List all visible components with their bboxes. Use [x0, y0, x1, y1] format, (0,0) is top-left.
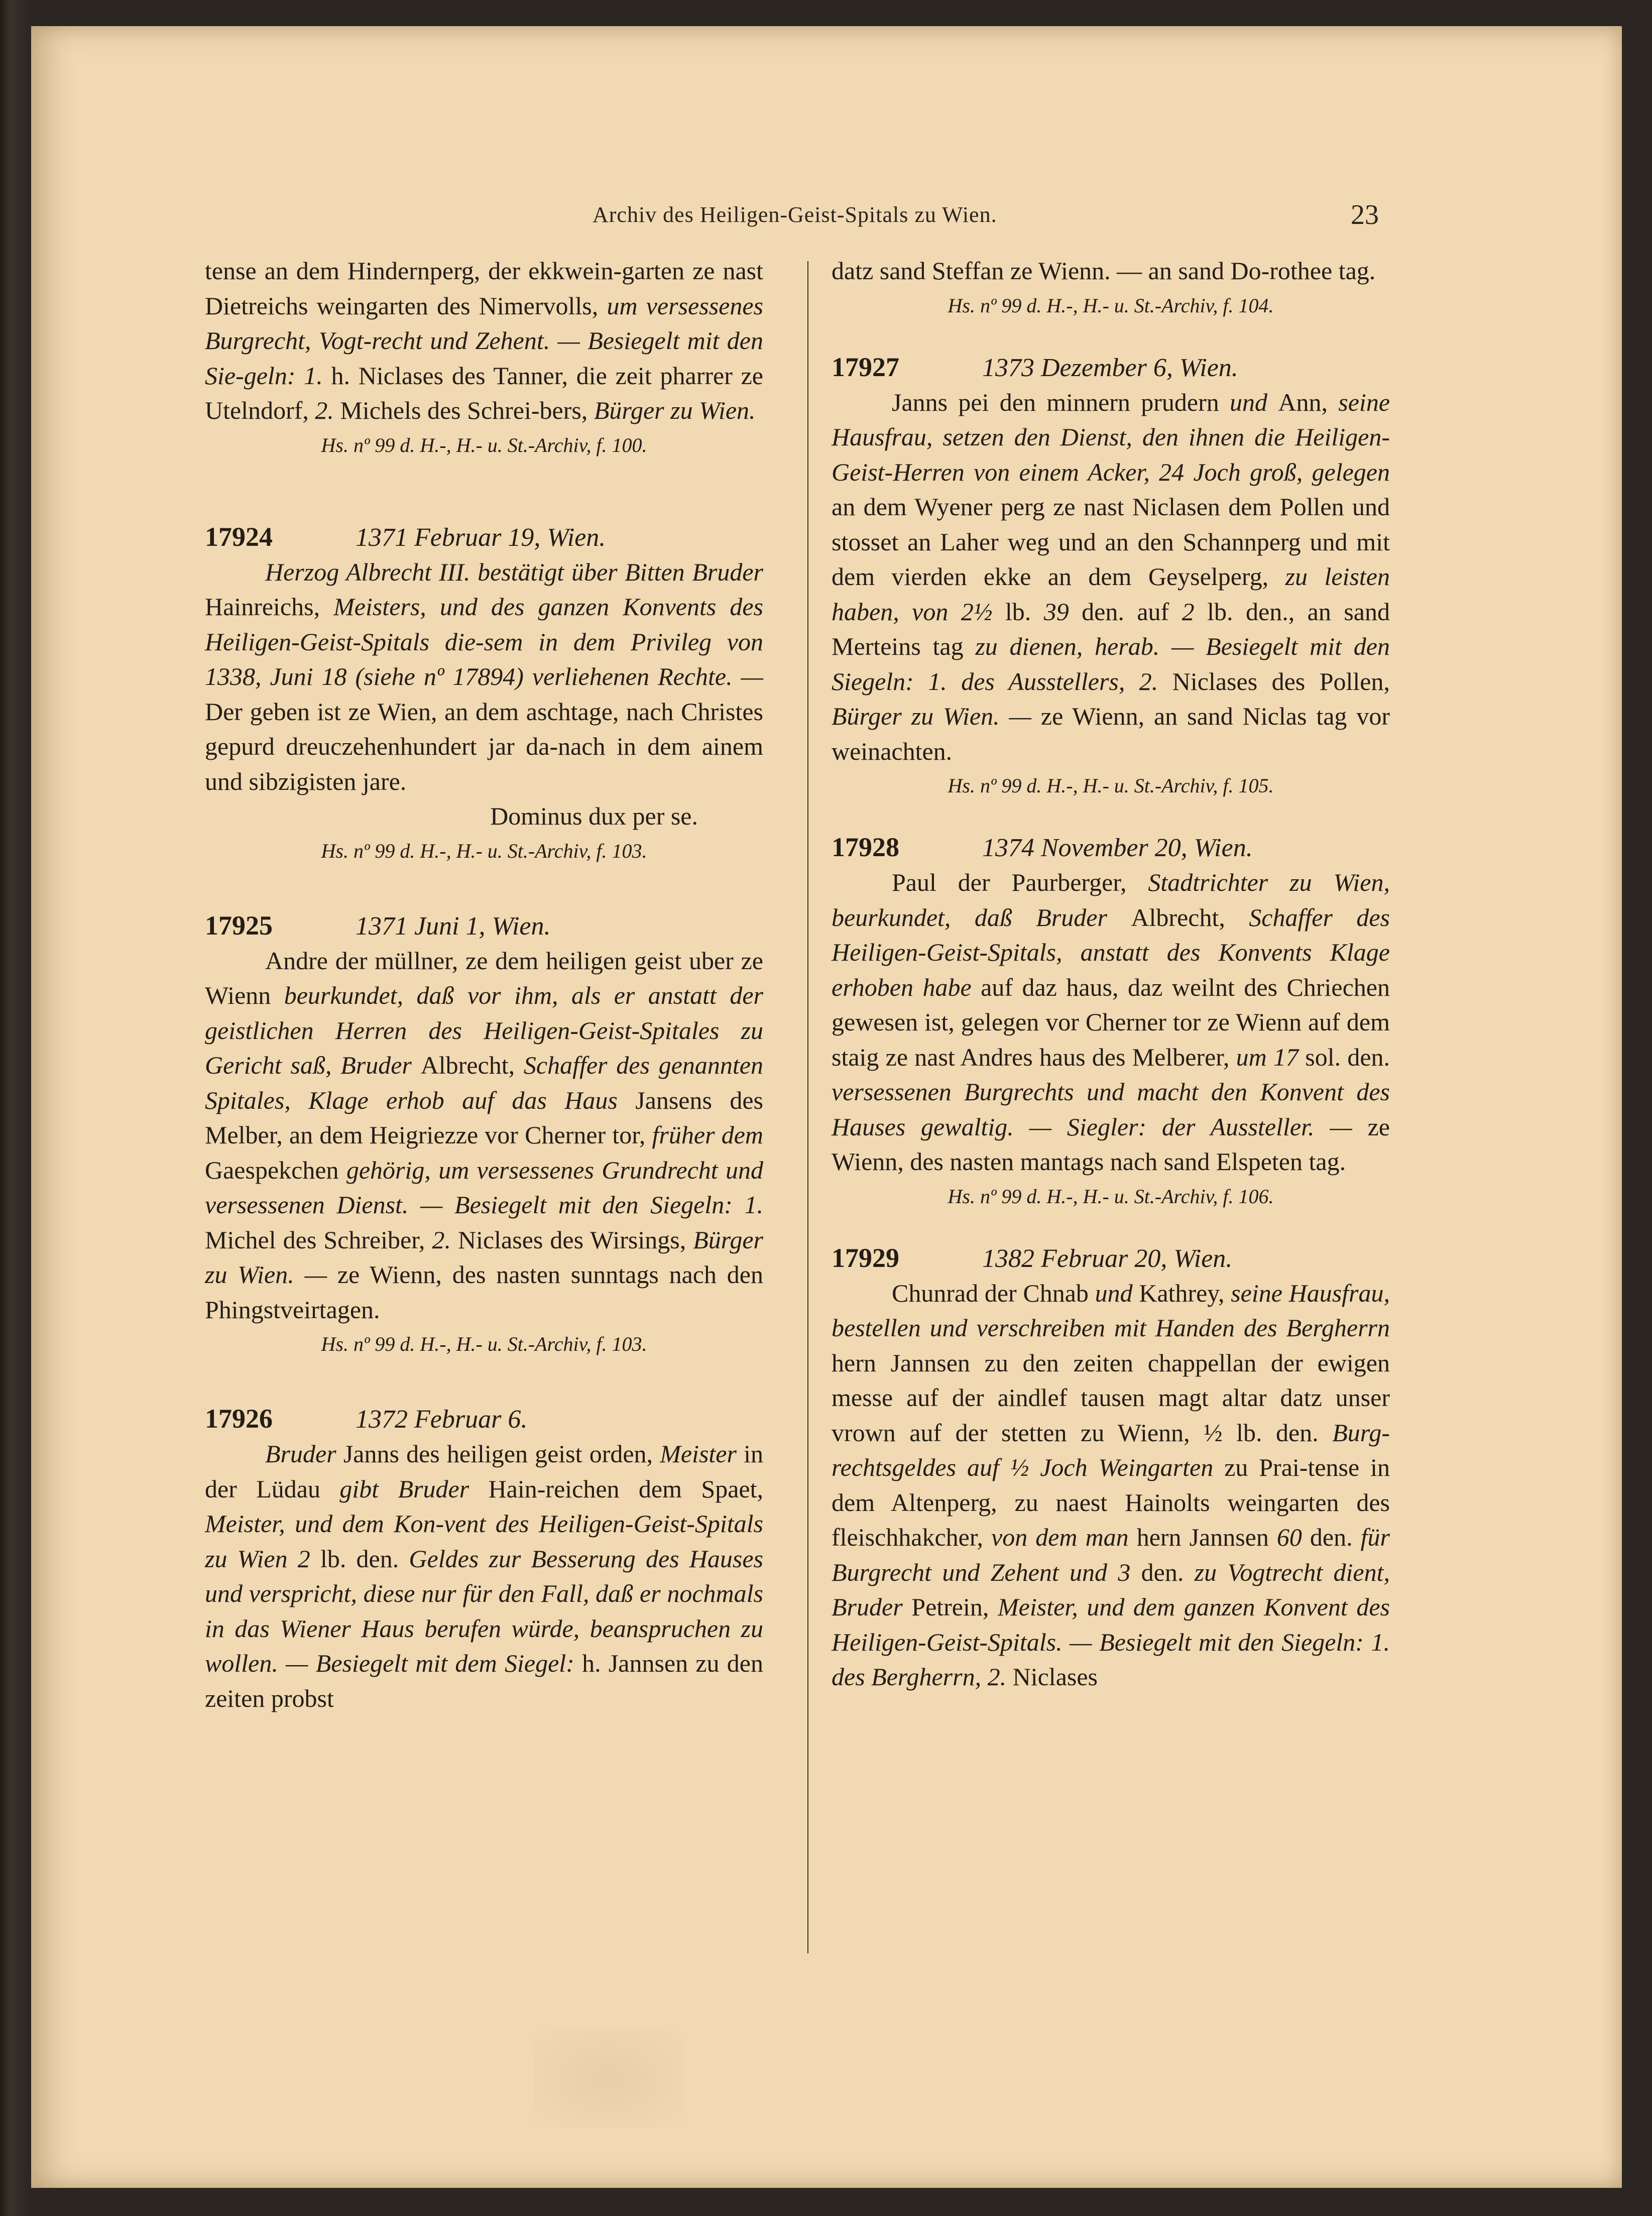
text-run: Niclases des Pollen, — [1172, 667, 1390, 695]
column-divider — [807, 261, 808, 1953]
italic-text-run: Schaffer des genannten Spitales, Klage erhob auf das Haus — [205, 1051, 763, 1114]
italic-text-run: seine Hausfrau, setzen den Dienst, den ihnen die Heiligen-Geist-Herren von einem Acker, 24 Joch groß, gelegen — [832, 388, 1390, 486]
archive-source: Hs. nº 99 d. H.-, H.- u. St.-Archiv, f. 104. — [948, 294, 1274, 317]
italic-text-run: zu leisten haben, von 2½ — [832, 562, 1390, 626]
italic-text-run: 2 — [1182, 597, 1208, 626]
italic-text-run: Herzog Albrecht III. bestätigt über Bitten Bruder — [265, 557, 763, 586]
italic-text-run: Stadtrichter zu Wien, beurkundet, daß Bruder — [832, 868, 1390, 931]
text-run: Janns des heiligen geist orden, — [343, 1440, 660, 1468]
italic-text-run: Meister, und dem ganzen Konvent des Heiligen-Geist-Spitals. — Besiegelt mit den Siegeln: 1. des Bergherrn, 2. — [832, 1593, 1390, 1691]
entry-date: 1382 Februar 20, Wien. — [982, 1244, 1233, 1273]
entry-number: 17929 — [832, 1242, 899, 1273]
text-run: lb. den. — [320, 1544, 409, 1573]
text-run: den. — [1310, 1523, 1361, 1551]
text-run: Janns pei den minnern prudern — [892, 388, 1230, 416]
italic-text-run: 39 — [1043, 597, 1082, 626]
italic-text-run: 2. — [315, 396, 340, 424]
text-run: h. Jannsen zu den zeiten probst — [205, 1649, 764, 1712]
left-column — [205, 254, 763, 1961]
italic-text-run: Burg-rechtsgeldes auf ½ Joch Weingarten — [832, 1418, 1390, 1481]
italic-text-run: beurkundet, daß vor ihm, als er anstatt der geistlichen Herren des Heiligen-Geist-Spitales zu Gericht saß, Bruder — [205, 981, 763, 1079]
text-run: Hain-reichen dem Spaet, — [488, 1474, 763, 1503]
continuation-text — [832, 254, 1390, 289]
entry-header — [205, 520, 763, 555]
italic-text-run: zu Vogtrecht dient, Bruder — [832, 1558, 1390, 1621]
text-run: Der geben ist ze Wien, an dem aschtage, nach Christes gepurd dreuczehenhundert jar da-nach in dem ainem und sibzigisten jare. — [205, 697, 763, 795]
text-run: h. Niclases des Tanner, die zeit pharrer ze Utelndorf, — [205, 361, 763, 424]
entry-date: 1372 Februar 6. — [356, 1405, 528, 1434]
text-run: sol. den. — [1305, 1042, 1390, 1071]
entry-body — [832, 385, 1390, 769]
italic-text-run: 2. — [432, 1225, 458, 1254]
italic-text-run: gehörig, um versessenes Grundrecht und versessenen Dienst. — Besiegelt mit den Siegeln: 1. — [205, 1155, 763, 1219]
text-run: Niclases des Wirsings, — [457, 1225, 693, 1254]
text-run: Michels des Schrei-bers, — [340, 396, 594, 424]
text-run: Albrecht, — [1131, 903, 1249, 931]
entry-header — [832, 830, 1390, 865]
entry-number: 17926 — [205, 1404, 273, 1434]
entry-date: 1373 Dezember 6, Wien. — [982, 353, 1238, 382]
entry-number: 17925 — [205, 910, 273, 941]
italic-text-run: 60 — [1276, 1523, 1310, 1551]
italic-text-run: seine Hausfrau, bestellen und verschreiben mit Handen des Bergherrn — [832, 1278, 1390, 1342]
entry-number: 17928 — [832, 832, 899, 862]
paper-stain — [533, 2027, 684, 2128]
text-run: hern Jannsen zu den zeiten chappellan der ewigen messe auf der aindlef tausen magt altar datz unser vrown auf der stetten zu Wienn, ½ lb. den. — [832, 1348, 1390, 1447]
italic-text-run: Meister — [660, 1440, 744, 1468]
entry-date: 1371 Februar 19, Wien. — [356, 523, 606, 552]
text-run: tense an dem Hindernperg, der ekkwein-garten ze nast Dietreichs weingarten des Nimervolls, — [205, 257, 763, 320]
archive-source: Hs. nº 99 d. H.-, H.- u. St.-Archiv, f. 105. — [948, 774, 1274, 797]
italic-text-run: Bürger zu Wien. — [594, 396, 756, 424]
italic-text-run: Bruder — [265, 1440, 343, 1468]
running-head: Archiv des Heiligen-Geist-Spitals zu Wien. — [593, 202, 997, 227]
signature-line: Dominus dux per se. — [490, 802, 698, 830]
entry-header — [205, 908, 763, 944]
italic-text-run: versessenen Burgrechts und macht den Konvent des Hauses gewaltig. — Siegler: der Aussteller. — — [832, 1078, 1390, 1141]
text-run: an dem Wyener perg ze nast Niclasen dem Pollen und stosset an Laher weg und an den Schannperg und mit dem vierden ekke an dem Geyselperg, — [832, 493, 1390, 591]
italic-text-run: und — [1230, 388, 1278, 416]
entry-header — [832, 1241, 1390, 1276]
italic-text-run: Schaffer des Heiligen-Geist-Spitals, anstatt des Konvents Klage erhoben habe — [832, 903, 1390, 1001]
text-run: lb. — [1005, 597, 1044, 626]
italic-text-run: um 17 — [1236, 1042, 1306, 1071]
text-run: Hainreichs, — [205, 593, 334, 621]
text-run: Michel des Schreiber, — [205, 1225, 432, 1254]
entry-header — [205, 1402, 763, 1437]
text-run: Albrecht, — [420, 1051, 524, 1079]
continuation-text — [205, 254, 763, 428]
italic-text-run: und — [1095, 1278, 1139, 1307]
italic-text-run: für Burgrecht und Zehent und 3 — [832, 1523, 1390, 1586]
text-run: auf daz haus, daz weilnt des Chriechen gewesen ist, gelegen vor Cherner tor ze Wienn auf dem staig ze nast Andres haus des Melberer, — [832, 973, 1390, 1071]
text-run: Jansens des Melber, an dem Heigriezze vor Cherner tor, — [205, 1086, 763, 1149]
text-run: ze Wienn, des nasten mantags nach sand Elspeten tag. — [832, 1112, 1390, 1176]
italic-text-run: Geldes zur Besserung des Hauses und verspricht, diese nur für den Fall, daß er nochmals in das Wiener Haus berufen würde, beanspruchen zu wollen. — Besiegelt mit dem Siegel: — [205, 1544, 763, 1677]
italic-text-run: um versessenes Burgrecht, Vogt-recht und Zehent. — Besiegelt mit den Sie-geln: 1. — [205, 291, 763, 390]
entry-header — [832, 350, 1390, 385]
right-column — [832, 254, 1390, 1961]
text-run: Niclases — [1012, 1663, 1098, 1691]
archive-source: Hs. nº 99 d. H.-, H.- u. St.-Archiv, f. 100. — [321, 433, 647, 456]
text-run: Gaespekchen — [205, 1155, 346, 1184]
italic-text-run: Meister, und dem Kon-vent des Heiligen-Geist-Spitals zu Wien 2 — [205, 1509, 763, 1573]
text-run: den. auf — [1082, 597, 1182, 626]
italic-text-run: zu dienen, herab. — Besiegelt mit den Siegeln: 1. des Ausstellers, 2. — [832, 632, 1390, 695]
archive-source: Hs. nº 99 d. H.-, H.- u. St.-Archiv, f. 106. — [948, 1185, 1274, 1208]
entry-body — [832, 1276, 1390, 1695]
entry-body — [832, 865, 1390, 1180]
entry-number: 17927 — [832, 352, 899, 382]
archive-source: Hs. nº 99 d. H.-, H.- u. St.-Archiv, f. 103. — [321, 839, 647, 862]
text-run: Chunrad der Chnab — [892, 1278, 1095, 1307]
text-run: hern Jannsen — [1136, 1523, 1277, 1551]
archive-source: Hs. nº 99 d. H.-, H.- u. St.-Archiv, f. 103. — [321, 1333, 647, 1355]
text-run: zu Prai-tense in dem Altenperg, zu naest Hainolts weingarten des fleischhakcher, — [832, 1453, 1390, 1551]
italic-text-run: Meisters, und des ganzen Konvents des Heiligen-Geist-Spitals die-sem in dem Privileg von 1338, Juni 18 (siehe nº 17894) verliehenen Rechte. — — [205, 593, 763, 690]
italic-text-run: gibt Bruder — [339, 1474, 489, 1503]
text-run: den. — [1141, 1558, 1195, 1586]
text-run: Petrein, — [911, 1593, 998, 1621]
text-run: ze Wienn, an sand Niclas tag vor weinachten. — [832, 702, 1390, 765]
italic-text-run: von dem man — [991, 1523, 1137, 1551]
entry-date: 1371 Juni 1, Wien. — [356, 911, 551, 941]
italic-text-run: früher dem — [652, 1121, 763, 1149]
entry-body — [205, 944, 763, 1328]
text-run: datz sand Steffan ze Wienn. — an sand Do-rothee tag. — [832, 257, 1376, 285]
text-run: Ann, — [1278, 388, 1339, 416]
entry-body — [205, 555, 763, 799]
italic-text-run: Bürger zu Wien. — — [832, 702, 1041, 730]
text-run: Andre der müllner, ze dem heiligen geist uber ze Wienn — [205, 946, 763, 1009]
entry-date: 1374 November 20, Wien. — [982, 834, 1253, 862]
text-run: Kathrey, — [1139, 1278, 1231, 1307]
text-run: ze Wienn, des nasten sunntags nach den Phingstveirtagen. — [205, 1260, 763, 1324]
entry-number: 17924 — [205, 521, 273, 552]
italic-text-run: Bürger zu Wien. — — [205, 1225, 764, 1289]
text-run: lb. den., an sand Merteins tag — [832, 597, 1390, 660]
page-number: 23 — [1351, 199, 1379, 230]
text-run: Paul der Paurberger, — [892, 868, 1148, 896]
text-run: in der Lüdau — [205, 1440, 763, 1503]
entry-body — [205, 1437, 763, 1716]
